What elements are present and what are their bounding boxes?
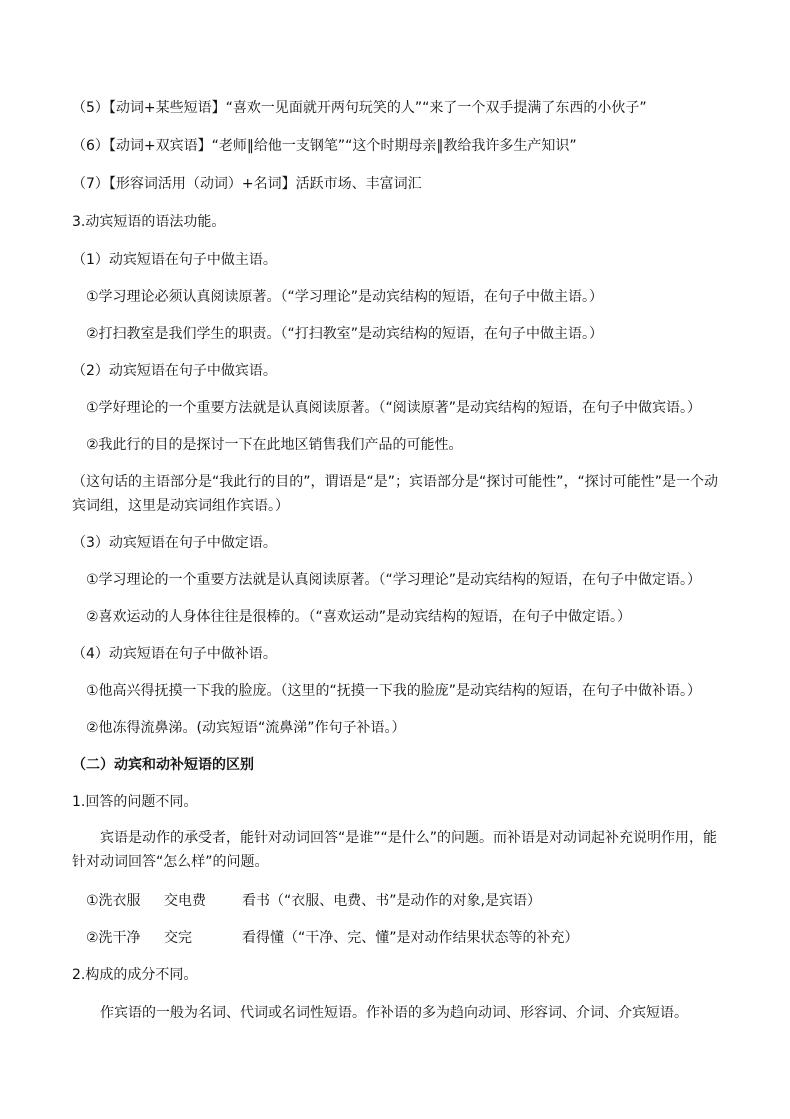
example-4-1: ①他高兴得抚摸一下我的脸庞。（这里的“抚摸一下我的脸庞”是动宾结构的短语，在句子中做补语。） [86,683,702,699]
example-2-1: ①学好理论的一个重要方法就是认真阅读原著。（“阅读原著”是动宾结构的短语，在句子中做宾语。） [86,400,702,416]
section-heading-2: （二）动宾和动补短语的区别 [72,757,254,773]
comparison-row-2 [86,928,746,948]
row-1-col-1: ①洗衣服 [86,893,141,909]
row-2-col-1: ②洗干净 [86,930,141,946]
text-line-6: （6）【动词+双宾语】“老师‖给他一支钢笔”“这个时期母亲‖教给我许多生产知识” [72,138,577,154]
row-1-col-3: 看书（“衣服、电费、书”是动作的对象,是宾语） [242,893,541,909]
example-1-2: ②打扫教室是我们学生的职责。（“打扫教室”是动宾结构的短语，在句子中做主语。） [86,326,604,342]
point-heading-1: 1.回答的问题不同。 [72,794,198,810]
subheading-1: （1）动宾短语在句子中做主语。 [72,252,277,268]
row-1-col-2: 交电费 [164,893,206,909]
subheading-4: （4）动宾短语在句子中做补语。 [72,646,277,662]
component-paragraph: 作宾语的一般为名词、代词或名词性短语。作补语的多为趋向动词、形容词、介词、介宾短语。 [100,1005,688,1021]
comparison-row-1 [86,891,746,911]
example-2-2: ②我此行的目的是探讨一下在此地区销售我们产品的可能性。 [86,437,463,453]
row-2-col-2: 交完 [164,930,192,946]
example-3-2: ②喜欢运动的人身体往往是很棒的。（“喜欢运动”是动宾结构的短语，在句子中做定语。） [86,609,632,625]
text-line-7: （7）【形容词活用（动词）+名词】活跃市场、丰富词汇 [72,176,422,192]
example-3-1: ①学习理论的一个重要方法就是认真阅读原著。（“学习理论”是动宾结构的短语，在句子中做定语。） [86,572,702,588]
explanation-paragraph: （这句话的主语部分是“我此行的目的”，谓语是“是”；宾语部分是“探讨可能性”，“探讨可能性”是一个动宾词组，这里是动宾词组作宾语。） [72,474,719,514]
row-2-col-3: 看得懂（“干净、完、懂”是对动作结果状态等的补充） [242,930,579,946]
text-line-5: （5）【动词+某些短语】“喜欢一见面就开两句玩笑的人”“来了一个双手提满了东西的小伙子” [72,100,647,116]
example-1-1: ①学习理论必须认真阅读原著。（“学习理论”是动宾结构的短语，在句子中做主语。） [86,289,604,305]
comparison-paragraph: 宾语是动作的承受者，能针对动词回答“是谁”“是什么”的问题。而补语是对动词起补充说明作用，能针对动词回答“怎么样”的问题。 [72,830,718,870]
example-4-2: ②他冻得流鼻涕。(动宾短语“流鼻涕”作句子补语。） [86,720,406,736]
point-heading-2: 2.构成的成分不同。 [72,967,198,983]
section-heading-3: 3.动宾短语的语法功能。 [72,214,226,230]
subheading-3: （3）动宾短语在句子中做定语。 [72,535,277,551]
subheading-2: （2）动宾短语在句子中做宾语。 [72,363,277,379]
